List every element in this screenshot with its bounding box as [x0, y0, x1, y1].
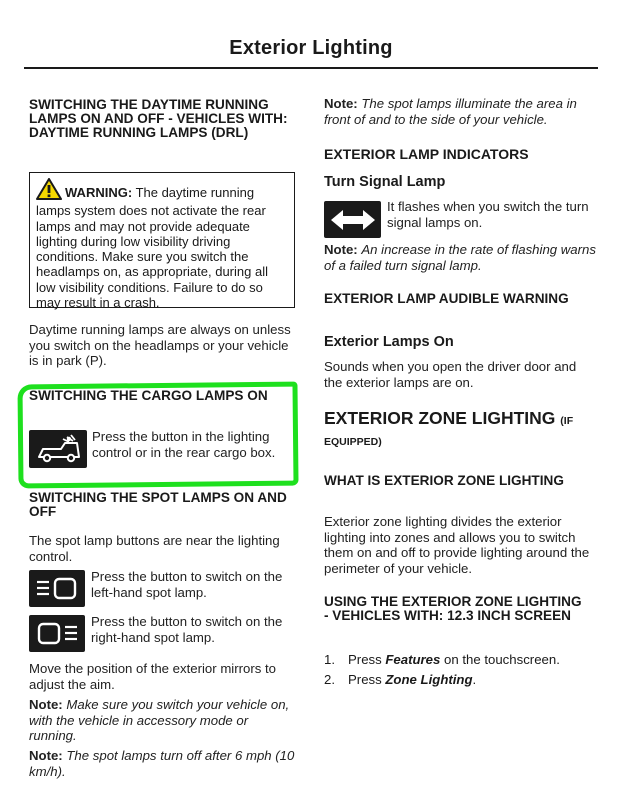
mirror-text: Move the position of the exterior mirrors to adjust the aim. [29, 661, 277, 692]
spot-right-text: Press the button to switch on the right-hand spot lamp. [91, 614, 283, 645]
zone-heading-text: EXTERIOR ZONE LIGHTING [324, 408, 556, 428]
turn-signal-text: It flashes when you switch the turn signal lamps on. [387, 199, 589, 230]
spot-heading: SWITCHING THE SPOT LAMPS ON AND OFF [29, 490, 287, 519]
warning-box [29, 172, 295, 311]
note-spot-illuminate [324, 96, 596, 127]
note-accessory [29, 697, 299, 744]
indicators-heading: EXTERIOR LAMP INDICATORS [324, 146, 529, 162]
title-divider [24, 67, 598, 69]
note-text: The spot lamps illuminate the area in front of and to the side of your vehicle. [324, 96, 577, 127]
note-text: Make sure you switch your vehicle on, with the vehicle in accessory mode or running. [29, 697, 290, 743]
lamps-on-text: Sounds when you open the driver door and the exterior lamps are on. [324, 359, 577, 390]
drl-body: Daytime running lamps are always on unless you switch on the headlamps or your vehicle is in park (P). [29, 322, 291, 368]
cargo-lamp-icon [29, 430, 87, 468]
drl-heading: SWITCHING THE DAYTIME RUNNING LAMPS ON AND OFF - VEHICLES WITH: DAYTIME RUNNING LAMPS (DRL) [29, 97, 288, 140]
note-label: Note: [324, 96, 358, 111]
lamps-on-heading: Exterior Lamps On [324, 334, 454, 350]
warning-label: WARNING: [65, 185, 133, 200]
left-spot-lamp-icon [29, 570, 85, 607]
what-is-heading: WHAT IS EXTERIOR ZONE LIGHTING [324, 473, 564, 488]
note-label: Note: [29, 697, 63, 712]
audible-heading: EXTERIOR LAMP AUDIBLE WARNING [324, 291, 569, 306]
note-label: Note: [324, 242, 358, 257]
cargo-text: Press the button in the lighting control or in the rear cargo box. [92, 429, 276, 460]
right-spot-lamp-icon [29, 615, 85, 652]
zone-heading [324, 408, 604, 450]
spot-left-text: Press the button to switch on the left-hand spot lamp. [91, 569, 283, 600]
note-text: The spot lamps turn off after 6 mph (10 km/h). [29, 748, 295, 779]
zone-heading-suffix: (IF EQUIPPED) [324, 415, 574, 448]
spot-body: The spot lamp buttons are near the lighting control. [29, 533, 280, 564]
steps-list [324, 650, 596, 690]
turn-signal-heading: Turn Signal Lamp [324, 174, 446, 190]
what-is-text: Exterior zone lighting divides the exterior lighting into zones and allows you to switch them on and off to provide lighting around the perimeter of your vehicle. [324, 514, 590, 576]
turn-signal-arrows-icon [324, 201, 381, 238]
note-turn [324, 242, 596, 273]
note-speed [29, 748, 299, 779]
cargo-heading: SWITCHING THE CARGO LAMPS ON [29, 388, 268, 403]
using-heading: USING THE EXTERIOR ZONE LIGHTING - VEHICLES WITH: 12.3 INCH SCREEN [324, 594, 582, 623]
warning-triangle-icon [36, 178, 62, 203]
note-label: Note: [29, 748, 63, 763]
list-item: 1. Press Features on the touchscreen. [324, 652, 560, 667]
page-title: Exterior Lighting [229, 37, 393, 59]
list-item: 2. Press Zone Lighting. [324, 672, 477, 687]
note-text: An increase in the rate of flashing warns of a failed turn signal lamp. [324, 242, 596, 273]
warning-text: The daytime running lamps system does not activate the rear lamps and may not provide adequate lighting during low visibility driving conditions. Make sure you switch the headlamps on, as appropriate, during all low visibility conditions. Failure to do so may result in a crash. [36, 185, 268, 311]
